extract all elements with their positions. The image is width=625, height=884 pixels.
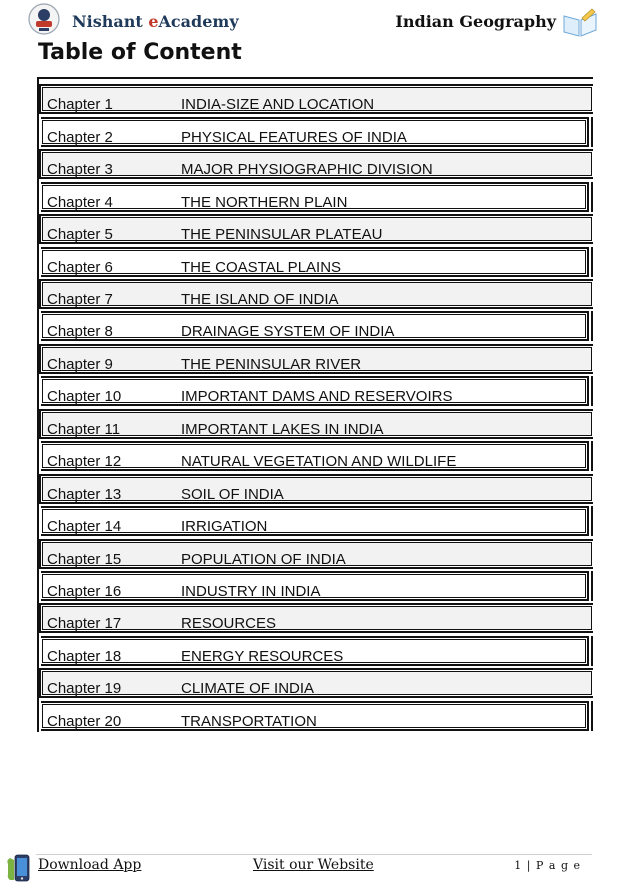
chapter-number: Chapter 3 (47, 161, 113, 178)
chapter-number: Chapter 10 (47, 388, 122, 405)
chapter-title: POPULATION OF INDIA (181, 551, 346, 568)
toc-row[interactable] (37, 634, 593, 666)
row-frame (41, 506, 589, 536)
chapter-title: THE NORTHERN PLAIN (181, 194, 348, 211)
chapter-title: IMPORTANT LAKES IN INDIA (181, 421, 384, 438)
toc-row[interactable] (37, 537, 593, 569)
chapter-number: Chapter 12 (47, 453, 122, 470)
chapter-number: Chapter 6 (47, 259, 113, 276)
toc-row[interactable] (37, 472, 593, 504)
academy-logo-icon (28, 3, 60, 35)
chapter-title: THE ISLAND OF INDIA (181, 291, 339, 308)
chapter-title: RESOURCES (181, 615, 277, 632)
chapter-title: ENERGY RESOURCES (181, 648, 344, 665)
chapter-title: IRRIGATION (181, 518, 268, 535)
toc-row[interactable] (37, 309, 593, 341)
toc-row[interactable] (37, 245, 593, 277)
chapter-title: THE COASTAL PLAINS (181, 259, 342, 276)
toc-row[interactable] (37, 439, 593, 471)
chapter-title: NATURAL VEGETATION AND WILDLIFE (181, 453, 457, 470)
chapter-number: Chapter 4 (47, 194, 113, 211)
chapter-title: TRANSPORTATION (181, 713, 317, 730)
chapter-number: Chapter 13 (47, 486, 122, 503)
brand-name: Nishant eAcademy (72, 12, 239, 31)
chapter-title: INDIA-SIZE AND LOCATION (181, 96, 375, 113)
chapter-title: SOIL OF INDIA (181, 486, 284, 503)
toc-row[interactable] (37, 147, 593, 179)
toc-row[interactable] (37, 342, 593, 374)
toc-row[interactable] (37, 407, 593, 439)
subject-title: Indian Geography (395, 12, 556, 31)
chapter-number: Chapter 14 (47, 518, 122, 535)
toc-row[interactable] (37, 569, 593, 601)
chapter-number: Chapter 19 (47, 680, 122, 697)
toc-row[interactable] (37, 212, 593, 244)
toc-row[interactable] (37, 277, 593, 309)
toc-row[interactable] (37, 115, 593, 147)
visit-website-link[interactable]: Visit our Website (253, 857, 374, 873)
chapter-number: Chapter 1 (47, 96, 113, 113)
chapter-number: Chapter 8 (47, 323, 113, 340)
chapter-title: IMPORTANT DAMS AND RESERVOIRS (181, 388, 453, 405)
chapter-number: Chapter 5 (47, 226, 113, 243)
chapter-title: INDUSTRY IN INDIA (181, 583, 321, 600)
phone-app-icon (6, 854, 32, 882)
toc-row[interactable] (37, 699, 593, 731)
chapter-number: Chapter 16 (47, 583, 122, 600)
chapter-title: PHYSICAL FEATURES OF INDIA (181, 129, 407, 146)
toc-row[interactable] (37, 82, 593, 114)
chapter-number: Chapter 15 (47, 551, 122, 568)
footer-divider (36, 854, 592, 855)
chapter-number: Chapter 9 (47, 356, 113, 373)
toc-row[interactable] (37, 601, 593, 633)
toc-row[interactable] (37, 666, 593, 698)
toc-top-border (37, 77, 593, 79)
chapter-number: Chapter 2 (47, 129, 113, 146)
page-number: 1 | P a g e (514, 859, 581, 872)
open-book-icon (562, 6, 598, 38)
chapter-title: THE PENINSULAR RIVER (181, 356, 362, 373)
page-footer (0, 852, 625, 884)
chapter-number: Chapter 20 (47, 713, 122, 730)
toc-row[interactable] (37, 504, 593, 536)
chapter-number: Chapter 7 (47, 291, 113, 308)
chapter-number: Chapter 11 (47, 421, 121, 438)
row-frame (39, 603, 593, 633)
row-frame (39, 474, 593, 504)
chapter-number: Chapter 17 (47, 615, 122, 632)
chapter-number: Chapter 18 (47, 648, 122, 665)
toc-row[interactable] (37, 374, 593, 406)
chapter-title: CLIMATE OF INDIA (181, 680, 315, 697)
chapter-title: MAJOR PHYSIOGRAPHIC DIVISION (181, 161, 433, 178)
table-of-contents (37, 77, 593, 732)
toc-row[interactable] (37, 180, 593, 212)
page-header (0, 0, 625, 42)
chapter-title: THE PENINSULAR PLATEAU (181, 226, 383, 243)
row-frame (39, 668, 593, 698)
download-app-link[interactable]: Download App (38, 857, 142, 873)
page-title: Table of Content (38, 40, 242, 65)
chapter-title: DRAINAGE SYSTEM OF INDIA (181, 323, 395, 340)
